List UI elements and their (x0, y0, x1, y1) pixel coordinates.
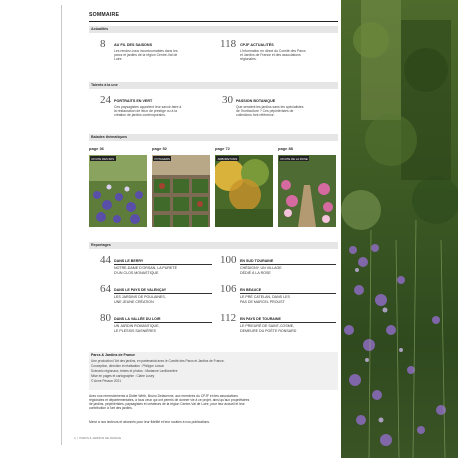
toc-entry-118[interactable] (220, 39, 338, 75)
page-footer: 4 | PARCS & JARDINS DE FRANCE (74, 436, 122, 440)
entry-rule (114, 293, 212, 294)
toc-entry-24[interactable] (100, 95, 212, 131)
title-rule (89, 21, 338, 22)
balade-page: page 72 (215, 146, 230, 151)
section-reportages: Reportages (89, 242, 338, 249)
section-actualites: Actualités (89, 26, 338, 33)
toc-entry-100[interactable] (220, 255, 338, 285)
entry-title: DANS LE PAYS DE VALENÇAY (114, 288, 167, 292)
entry-page-number: 80 (100, 312, 111, 324)
toc-entry-8[interactable] (100, 39, 210, 75)
running-title: PARCS & JARDINS DE FRANCE (79, 436, 122, 440)
entry-title: PASSION BOTANIQUE (236, 99, 276, 103)
balade-photo (152, 155, 210, 227)
entry-page-number: 8 (100, 38, 106, 50)
entry-page-number: 24 (100, 94, 111, 106)
entry-rule (114, 264, 212, 265)
entry-page-number: 100 (220, 254, 237, 266)
entry-description: Ces paysagistes apportent leur savoir-faire à la restauration de lieux de prestige ou à la création de jardins contemporains. (114, 105, 182, 118)
entry-description: LE PRÉ CATELAN, DANS LES PAS DE MARCEL PROUST (240, 295, 290, 304)
balade-tag: ARBORETUMS (217, 156, 238, 161)
entry-description: Que seraient les jardins sans les spécialistes de l'horticulture ? Ces pépiniéristes de collections font référence. (236, 105, 304, 118)
entry-description: L'information en direct du Comité des Parcs et Jardins de France et des associations régionales. (240, 49, 306, 62)
credits-line: Une production l'Art des jardins, en partenariat avec le Comité des Parcs et Jardins de France. (91, 359, 225, 363)
credits-line: Conception, direction et réalisation : Philippe Loison (91, 364, 165, 368)
credits-line: Mise en pages et cartographie : Claire Lusey (91, 374, 155, 378)
toc-entry-80[interactable] (100, 313, 212, 343)
entry-title: AU FIL DES SAISONS (114, 43, 153, 47)
balade-photo (89, 155, 147, 227)
balade-tag: POTAGERS (154, 156, 170, 161)
entry-title: EN PAYS DE TOURAINE (240, 317, 281, 321)
entry-description: NOTRE-DAME D'ORSAN, LA PURETÉ D'UN CLOS MONASTIQUE (114, 266, 177, 275)
credits-line: Scénario régionaux, textes et photos : Marianne Lavillonnière (91, 369, 178, 373)
page-number: 4 (74, 436, 76, 440)
balade-page: page 88 (278, 146, 293, 151)
entry-page-number: 64 (100, 283, 111, 295)
entry-title: CPJF ACTUALITÉS (240, 43, 274, 47)
entry-description: LES JARDINS DE POULAINES, UNE JEUNE CRÉATION (114, 295, 166, 304)
section-talents: Talents à la une (89, 82, 338, 89)
entry-rule (114, 322, 212, 323)
toc-entry-30[interactable] (222, 95, 338, 131)
entry-rule (240, 293, 336, 294)
entry-description: UN JARDIN ROMANTIQUE, LE PLESSIS SASNIÈRES (114, 324, 160, 333)
entry-rule (240, 264, 336, 265)
toc-entry-44[interactable] (100, 255, 212, 285)
page-title: SOMMAIRE (89, 12, 120, 18)
entry-title: DANS LE BERRY (114, 259, 144, 263)
toc-entry-106[interactable] (220, 284, 338, 314)
reader-thanks: Merci à nos lecteurs et abonnés pour leur fidélité et leur soutien à nos publications. (89, 420, 210, 424)
entry-rule (240, 322, 336, 323)
credits-box (89, 352, 338, 390)
garden-photo-strip (341, 0, 458, 458)
contents-column (62, 0, 338, 458)
acknowledgements: Avec nos remerciements à Didier Wirth, Bruno Delavenne, aux membres du CPJF et des associations régionales et départementales, à tous ceux qui ont permis de donner vie à ce projet, ainsi qu'aux propriétaires de jardins, pépiniéristes, paysagistes et créateurs de la région Centre-Val de Loire, pour leur accueil et leur contribution à l'art des jardins. (89, 394, 250, 411)
entry-description: Les rendez-vous incontournables dans les parcs et jardins de la région Centre-Val de Loire. (114, 49, 178, 62)
balade-page: page 36 (89, 146, 104, 151)
entry-page-number: 106 (220, 283, 237, 295)
entry-page-number: 112 (220, 312, 237, 324)
credits-line: © Anne Pesson 2021 (91, 379, 121, 383)
entry-page-number: 118 (220, 38, 237, 50)
section-balades: Balades thématiques (89, 134, 338, 141)
balade-photo (278, 155, 336, 227)
balade-page: page 52 (152, 146, 167, 151)
entry-description: CHÉDIGNY, UN VILLAGE DÉDIÉ À LA ROSE (240, 266, 282, 275)
entry-description: LE PRIEURÉ DE SAINT-COSME, DEMEURE DU POÈTE RONSARD (240, 324, 297, 333)
entry-title: PORTRAITS EN VERT (114, 99, 153, 103)
entry-title: EN BEAUCE (240, 288, 262, 292)
balade-tag: ROUTE DE LA ROSE (280, 156, 308, 161)
entry-title: DANS LA VALLÉE DU LOIR (114, 317, 161, 321)
entry-page-number: 44 (100, 254, 111, 266)
credits-heading: Parcs & Jardins de France (91, 353, 135, 357)
entry-title: EN SUD TOURAINE (240, 259, 274, 263)
toc-entry-64[interactable] (100, 284, 212, 314)
balade-photo (215, 155, 273, 227)
entry-page-number: 30 (222, 94, 233, 106)
toc-entry-112[interactable] (220, 313, 338, 343)
balade-tag: ROUTE DES IRIS (91, 156, 115, 161)
